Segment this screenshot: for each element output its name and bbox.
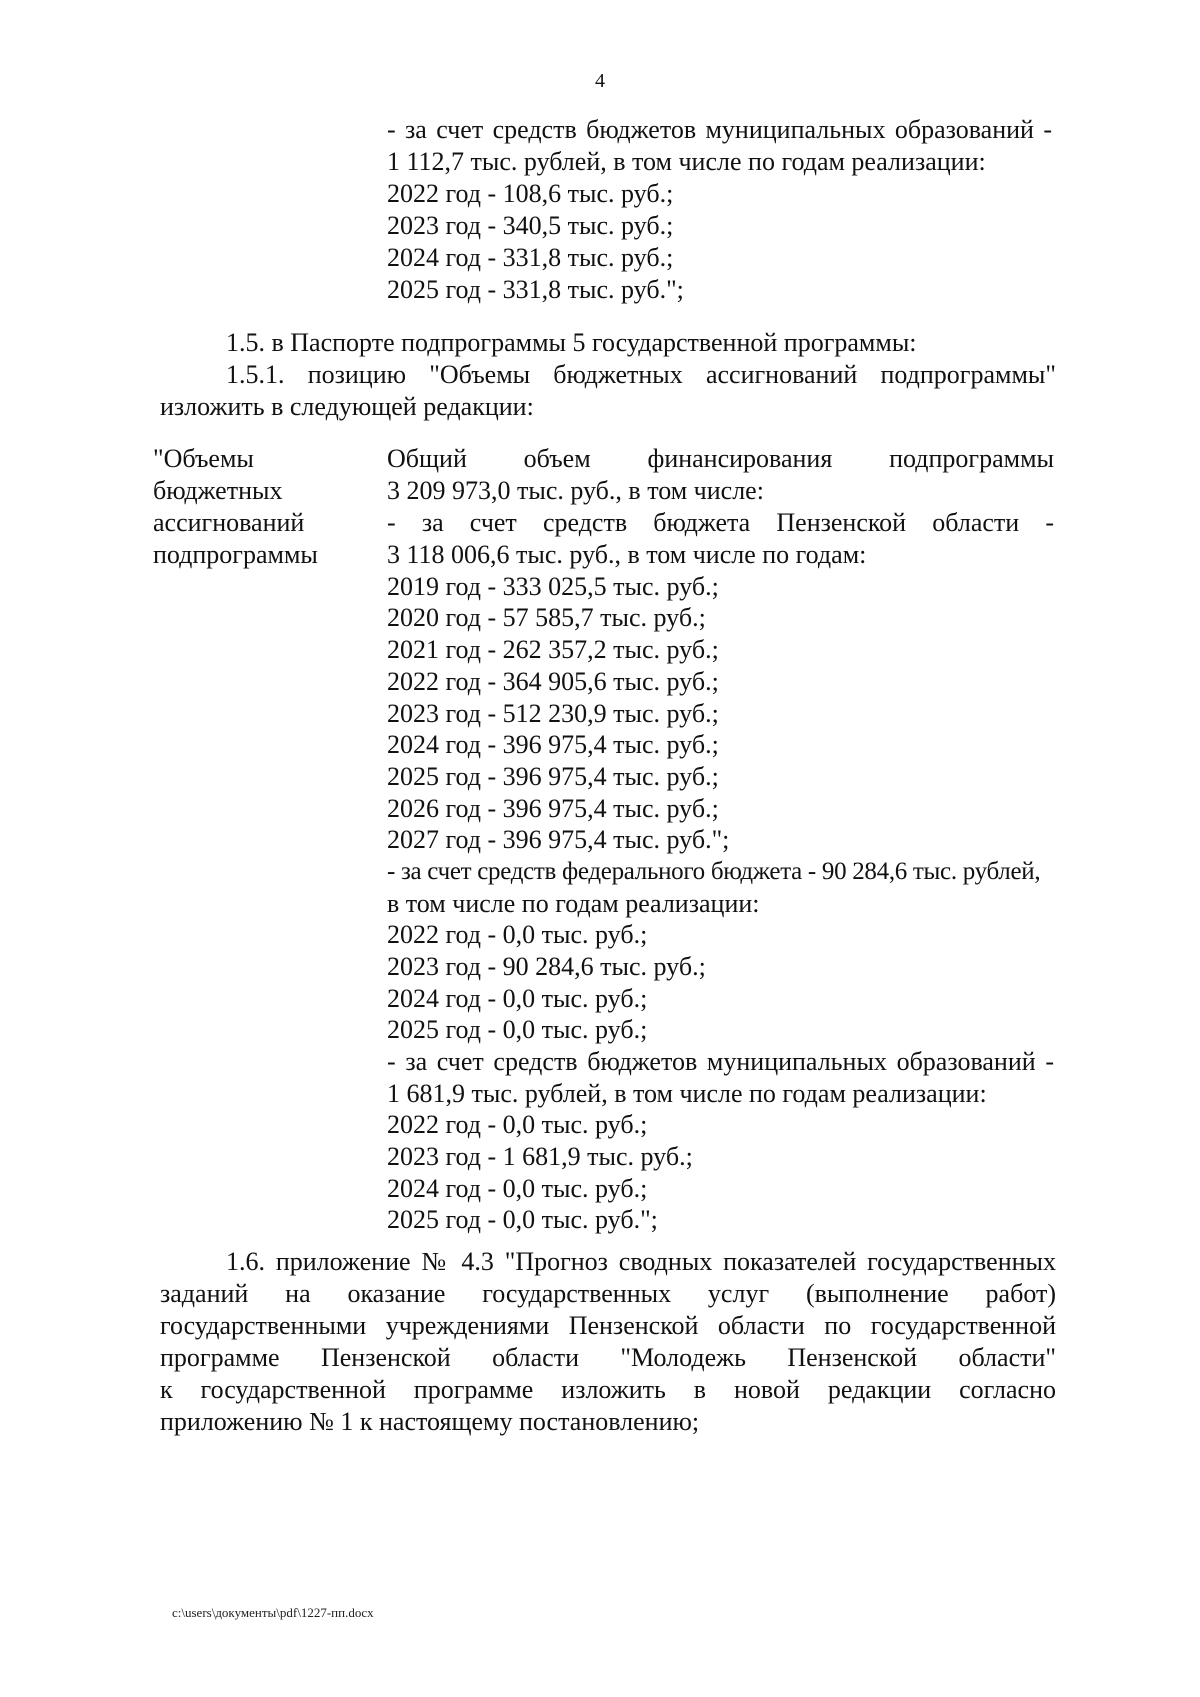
- table-content-line: 2022 год - 364 905,6 тыс. руб.;: [387, 667, 719, 696]
- top-block-line: 2025 год - 331,8 тыс. руб.";: [387, 275, 684, 304]
- table-content-line: 2025 год - 0,0 тыс. руб.;: [387, 1015, 648, 1044]
- table-content-line: 2019 год - 333 025,5 тыс. руб.;: [387, 572, 719, 601]
- item-1-6-line: к государственной программе изложить в новой редакции согласно: [160, 1375, 1056, 1404]
- item-1-6-line: программе Пензенской области "Молодежь Пензенской области": [160, 1343, 1056, 1372]
- table-content-line: 2023 год - 512 230,9 тыс. руб.;: [387, 699, 719, 728]
- item-1-6-line: 1.6. приложение № 4.3 "Прогноз сводных показателей государственных: [226, 1247, 1056, 1276]
- table-content-line: 1 681,9 тыс. рублей, в том числе по годам реализации:: [387, 1079, 987, 1108]
- table-content-line: в том числе по годам реализации:: [387, 889, 760, 918]
- top-block-line: - за счет средств бюджетов муниципальных образований -: [387, 115, 1052, 144]
- item-1-6-line: заданий на оказание государственных услуг (выполнение работ): [160, 1279, 1056, 1308]
- table-content-line: 2025 год - 0,0 тыс. руб.";: [387, 1205, 658, 1234]
- table-content-line: 2020 год - 57 585,7 тыс. руб.;: [387, 603, 706, 632]
- table-content-line: 2024 год - 0,0 тыс. руб.;: [387, 984, 648, 1013]
- table-content-line: - за счет средств бюджетов муниципальных образований -: [387, 1047, 1054, 1076]
- item-1-6-line: государственными учреждениями Пензенской области по государственной: [160, 1311, 1056, 1340]
- table-content-line: 2027 год - 396 975,4 тыс. руб.";: [387, 825, 730, 854]
- table-content-line: Общий объем финансирования подпрограммы: [387, 444, 1054, 473]
- table-label-line: бюджетных: [153, 476, 283, 505]
- top-block-line: 2023 год - 340,5 тыс. руб.;: [387, 211, 674, 240]
- table-content-line: - за счет средств бюджета Пензенской области -: [387, 508, 1054, 537]
- item-1-5-1-line1: 1.5.1. позицию "Объемы бюджетных ассигнований подпрограммы": [226, 360, 1056, 389]
- table-content-line: 2021 год - 262 357,2 тыс. руб.;: [387, 635, 719, 664]
- item-1-5-1-line2: изложить в следующей редакции:: [160, 392, 534, 421]
- table-content-line: 2023 год - 1 681,9 тыс. руб.;: [387, 1142, 693, 1171]
- top-block-line: 2022 год - 108,6 тыс. руб.;: [387, 179, 674, 208]
- top-block-line: 1 112,7 тыс. рублей, в том числе по годам реализации:: [387, 147, 986, 176]
- page-number: 4: [595, 70, 605, 92]
- table-label-line: "Объемы: [153, 444, 254, 473]
- table-label-line: подпрограммы: [153, 540, 318, 569]
- table-content-line: 2026 год - 396 975,4 тыс. руб.;: [387, 794, 719, 823]
- top-block-line: 2024 год - 331,8 тыс. руб.;: [387, 243, 674, 272]
- table-content-line: 2025 год - 396 975,4 тыс. руб.;: [387, 762, 719, 791]
- table-content-line: 2024 год - 0,0 тыс. руб.;: [387, 1174, 648, 1203]
- table-content-line: 2024 год - 396 975,4 тыс. руб.;: [387, 730, 719, 759]
- table-content-line: 3 118 006,6 тыс. руб., в том числе по годам:: [387, 540, 867, 569]
- table-content-line: - за счет средств федерального бюджета - 90 284,6 тыс. рублей,: [387, 858, 1041, 885]
- table-content-line: 2023 год - 90 284,6 тыс. руб.;: [387, 952, 706, 981]
- table-label-line: ассигнований: [153, 508, 305, 537]
- table-content-line: 2022 год - 0,0 тыс. руб.;: [387, 1110, 648, 1139]
- item-1-6-line: приложению № 1 к настоящему постановлению;: [160, 1407, 700, 1436]
- table-content-line: 3 209 973,0 тыс. руб., в том числе:: [387, 476, 764, 505]
- table-content-line: 2022 год - 0,0 тыс. руб.;: [387, 920, 648, 949]
- file-path-footer: c:\users\документы\pdf\1227-пп.docx: [172, 1605, 374, 1620]
- item-1-5: 1.5. в Паспорте подпрограммы 5 государственной программы:: [226, 328, 917, 357]
